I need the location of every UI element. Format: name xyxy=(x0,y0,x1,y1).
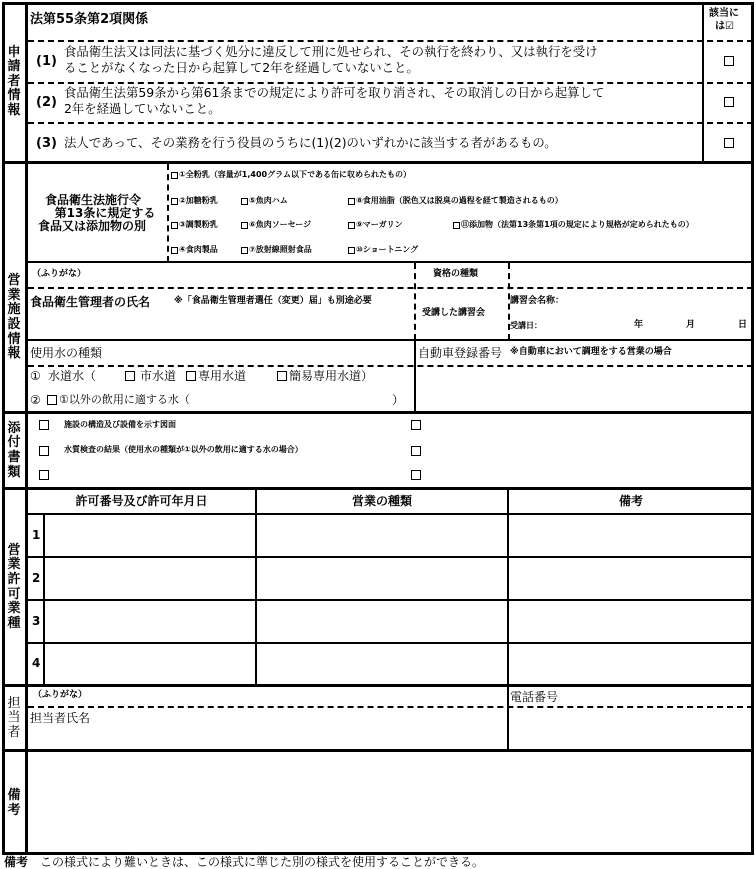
row-divider xyxy=(27,642,754,644)
section-divider xyxy=(2,684,754,687)
applicant-item-2-checkbox[interactable] xyxy=(724,97,734,107)
water-simple-checkbox[interactable] xyxy=(277,371,287,381)
section-label-remarks xyxy=(2,752,26,855)
food-option-label: ⑪添加物（法第13条第1項の規定により規格が定められたもの） xyxy=(461,220,694,229)
year-label: 年 xyxy=(634,320,644,330)
footer-label: 備考 xyxy=(4,855,29,869)
divider xyxy=(28,40,753,42)
manager-note: ※「食品衛生管理者選任（変更）届」も別途必要 xyxy=(174,296,372,306)
section-label-attachments xyxy=(2,414,26,488)
section-label-text: 営業施設情報 xyxy=(7,273,21,362)
month-label: 月 xyxy=(686,320,696,330)
course-name-label: 講習会名称： xyxy=(510,296,565,306)
section-label-text: 添付書類 xyxy=(7,420,21,480)
food-option-checkbox[interactable] xyxy=(241,247,248,254)
divider xyxy=(28,706,753,708)
footer-text: この様式により難いときは、この様式に準じた別の様式を使用することができる。 xyxy=(40,855,485,869)
divider xyxy=(27,339,754,341)
contact-phone-label: 電話番号 xyxy=(510,690,559,704)
vehicle-note: ※自動車において調理をする営業の場合 xyxy=(510,347,672,357)
vehicle-number-input[interactable] xyxy=(417,367,752,411)
vehicle-divider xyxy=(414,341,416,412)
vehicle-label: 自動車登録番号 xyxy=(418,346,503,360)
section-label-permit-types xyxy=(2,490,26,685)
day-label: 日 xyxy=(738,320,748,330)
divider xyxy=(27,513,754,515)
section-label-text: 申請者情報 xyxy=(7,44,21,118)
row-number: 1 xyxy=(32,528,41,542)
food-option-checkbox[interactable] xyxy=(348,247,355,254)
section-label-text: 備考 xyxy=(7,787,21,818)
item-text-line1: 食品衛生法第59条から第61条までの規定により許可を取り消され、その取消しの日から起算して xyxy=(64,85,605,100)
row-divider xyxy=(27,599,754,601)
food-category-label-line3: 食品又は添加物の別 xyxy=(38,219,147,233)
attachment-label: 水質検査の結果（使用水の種類が①以外の飲用に適する水の場合） xyxy=(64,445,303,454)
section-label-facility xyxy=(2,164,26,442)
qualification-input[interactable] xyxy=(511,264,751,286)
food-option-label: ④食肉製品 xyxy=(179,245,218,254)
food-category-label-line1: 食品衛生法施行令 xyxy=(45,193,142,207)
water-other-checkbox[interactable] xyxy=(47,395,57,405)
water-private-label: 専用水道 xyxy=(198,369,247,383)
food-option-label: ⑩ショートニング xyxy=(356,245,419,254)
attachment-checkbox[interactable] xyxy=(39,446,49,456)
food-option-checkbox[interactable] xyxy=(453,222,460,229)
row-number: 4 xyxy=(32,656,41,670)
item-text-line1: 食品衛生法又は同法に基づく処分に違反して刑に処せられ、その執行を終わり、又は執行を受け xyxy=(64,44,598,59)
course-date-label: 受講日： xyxy=(510,321,542,330)
food-category-label-line2: 第13条に規定する xyxy=(54,206,156,220)
manager-furigana-label: （ふりがな） xyxy=(32,269,87,279)
food-category-divider xyxy=(167,164,169,262)
food-option-label: ②加糖粉乳 xyxy=(179,196,218,205)
food-option-checkbox[interactable] xyxy=(348,222,355,229)
item-text-line2: ることがなくなった日から起算して2年を経過していないこと。 xyxy=(64,60,419,75)
section-divider xyxy=(2,487,754,490)
row-number: 3 xyxy=(32,614,41,628)
food-option-checkbox[interactable] xyxy=(171,247,178,254)
qualification-label: 資格の種類 xyxy=(433,269,479,279)
column-divider xyxy=(507,490,509,685)
divider xyxy=(28,122,753,124)
food-option-checkbox[interactable] xyxy=(171,198,178,205)
section-label-text: 営業許可業種 xyxy=(7,542,21,631)
qualification-divider-left xyxy=(414,263,416,340)
check-header-line2: は☑ xyxy=(715,21,734,32)
item-number: (1) xyxy=(36,54,57,69)
attachment-checkbox[interactable] xyxy=(411,420,421,430)
water-option2-close: ） xyxy=(392,393,405,407)
water-label: 使用水の種類 xyxy=(30,346,103,360)
food-option-label: ⑤魚肉ハム xyxy=(249,196,288,205)
food-option-checkbox[interactable] xyxy=(241,222,248,229)
food-option-label: ⑨マーガリン xyxy=(356,220,403,229)
section-label-contact xyxy=(2,687,26,750)
applicant-item-3-checkbox[interactable] xyxy=(724,138,734,148)
column-divider xyxy=(507,687,509,750)
column-divider xyxy=(255,490,257,685)
water-option2-label: ①以外の飲用に適する水（ xyxy=(59,393,190,406)
column-header-permit: 許可番号及び許可年月日 xyxy=(75,494,208,508)
attachment-checkbox[interactable] xyxy=(39,420,49,430)
attachment-checkbox[interactable] xyxy=(411,470,421,480)
applicant-header: 法第55条第2項関係 xyxy=(30,12,149,27)
food-option-checkbox[interactable] xyxy=(171,222,178,229)
item-text-line2: 2年を経過していないこと。 xyxy=(64,101,221,116)
item-number: (2) xyxy=(36,95,57,110)
course-label: 受講した講習会 xyxy=(422,308,486,318)
water-city-label: 市水道 xyxy=(140,369,177,383)
remarks-input[interactable] xyxy=(28,752,751,852)
section-label-text: 担当者 xyxy=(7,695,21,740)
row-divider xyxy=(27,556,754,558)
section-divider xyxy=(2,411,754,414)
water-city-checkbox[interactable] xyxy=(125,371,135,381)
column-header-type: 営業の種類 xyxy=(351,494,412,508)
divider xyxy=(27,261,754,263)
section-divider xyxy=(2,161,754,164)
divider xyxy=(28,287,753,289)
divider xyxy=(28,82,753,84)
water-option1-label: 水道水（ xyxy=(48,369,97,383)
item-number: (3) xyxy=(36,136,57,151)
food-option-label: ③調製粉乳 xyxy=(179,220,218,229)
row-number: 2 xyxy=(32,571,41,585)
attachment-label: 施設の構造及び設備を示す図面 xyxy=(64,420,176,429)
food-option-label: ⑦放射線照射食品 xyxy=(249,245,312,254)
attachment-checkbox[interactable] xyxy=(39,470,49,480)
water-option1-prefix: ① xyxy=(30,369,41,383)
food-option-checkbox[interactable] xyxy=(171,172,178,179)
water-option2-prefix: ② xyxy=(30,393,41,407)
applicant-item-1-checkbox[interactable] xyxy=(724,56,734,66)
food-option-checkbox[interactable] xyxy=(348,198,355,205)
water-private-checkbox[interactable] xyxy=(186,371,196,381)
check-header-line1: 該当に xyxy=(709,8,739,19)
attachment-checkbox[interactable] xyxy=(411,446,421,456)
water-simple-label: 簡易専用水道） xyxy=(289,369,374,383)
section-label-applicant xyxy=(2,2,26,162)
food-option-label: ⑧食用油脂（脱色又は脱臭の過程を経て製造されるもの） xyxy=(356,196,563,205)
contact-furigana-label: （ふりがな） xyxy=(33,690,88,700)
item-text-line1: 法人であって、その業務を行う役員のうちに(1)(2)のいずれかに該当する者があるもの。 xyxy=(64,135,557,150)
food-option-checkbox[interactable] xyxy=(241,198,248,205)
food-option-label: ⑥魚肉ソーセージ xyxy=(249,220,312,229)
manager-name-label: 食品衛生管理者の氏名 xyxy=(30,295,151,309)
contact-name-label: 担当者氏名 xyxy=(30,711,91,725)
food-option-label: ①全粉乳（容量が1,400グラム以下である缶に収められたもの） xyxy=(179,170,411,179)
column-header-note: 備考 xyxy=(618,494,643,508)
